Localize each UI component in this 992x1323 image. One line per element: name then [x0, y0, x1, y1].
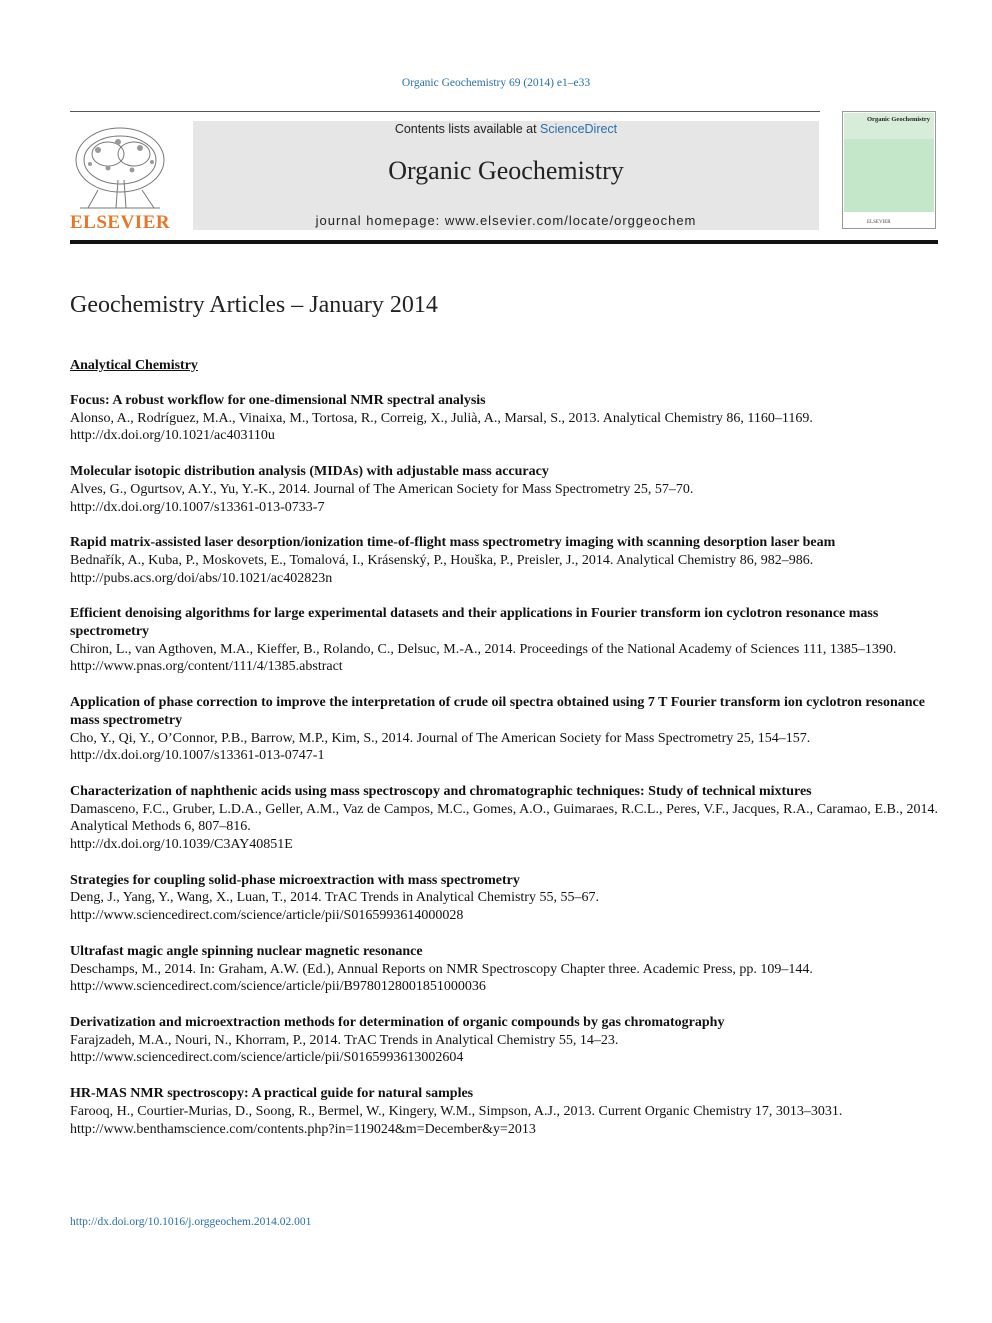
reference-url[interactable]: http://www.pnas.org/content/111/4/1385.abstract	[70, 659, 343, 675]
reference-entry	[70, 392, 938, 445]
reference-list	[70, 392, 938, 1156]
journal-title: Organic Geochemistry	[388, 156, 624, 185]
reference-entry	[70, 783, 938, 854]
journal-homepage[interactable]: journal homepage: www.elsevier.com/locate/orggeochem	[315, 213, 697, 228]
reference-entry	[70, 1014, 938, 1067]
header-rule	[70, 111, 820, 112]
reference-citation: Farooq, H., Courtier-Murias, D., Soong, R., Bermel, W., Kingery, W.M., Simpson, A.J., 2013. Current Organic Chemistry 17, 3013–3031.	[70, 1103, 843, 1119]
reference-url[interactable]: http://dx.doi.org/10.1021/ac403110u	[70, 428, 275, 444]
reference-url[interactable]: http://www.sciencedirect.com/science/article/pii/B9780128001851000036	[70, 979, 486, 995]
reference-entry	[70, 463, 938, 516]
reference-title: Characterization of naphthenic acids using mass spectroscopy and chromatographic techniques: Study of technical mixtures	[70, 783, 812, 799]
reference-citation: Alves, G., Ogurtsov, A.Y., Yu, Y.-K., 2014. Journal of The American Society for Mass Spectrometry 25, 57–70.	[70, 481, 694, 497]
reference-title: Focus: A robust workflow for one-dimensional NMR spectral analysis	[70, 393, 486, 408]
reference-citation: Cho, Y., Qi, Y., O’Connor, P.B., Barrow, M.P., Kim, S., 2014. Journal of The American Society for Mass Spectrometry 25, 154–157.	[70, 730, 811, 746]
reference-citation: Bednařík, A., Kuba, P., Moskovets, E., Tomalová, I., Krásenský, P., Houška, P., Preisler, J., 2014. Analytical Chemistry 86, 982–986.	[70, 552, 814, 568]
reference-url[interactable]: http://pubs.acs.org/doi/abs/10.1021/ac402823n	[70, 570, 333, 586]
reference-title: Derivatization and microextraction methods for determination of organic compounds by gas chromatography	[70, 1014, 725, 1030]
running-head[interactable]: Organic Geochemistry 69 (2014) e1–e33	[401, 77, 591, 89]
reference-entry	[70, 694, 938, 765]
sciencedirect-link[interactable]: ScienceDirect	[540, 122, 618, 136]
reference-title: Application of phase correction to improve the interpretation of crude oil spectra obtained using 7 T Fourier transform ion cyclotron resonance mass spectrometry	[70, 695, 925, 728]
reference-url[interactable]: http://www.sciencedirect.com/science/article/pii/S0165993614000028	[70, 908, 464, 924]
section-heading: Analytical Chemistry	[70, 358, 198, 373]
article-title: Geochemistry Articles – January 2014	[70, 292, 438, 318]
reference-citation: Farajzadeh, M.A., Nouri, N., Khorram, P., 2014. TrAC Trends in Analytical Chemistry 55, 14–23.	[70, 1032, 619, 1048]
cover-journal-name: Organic Geochemistry	[867, 116, 930, 123]
header-divider	[70, 240, 938, 244]
cover-publisher: ELSEVIER	[867, 220, 891, 225]
reference-url[interactable]: http://dx.doi.org/10.1007/s13361-013-0747-1	[70, 748, 325, 764]
reference-title: Strategies for coupling solid-phase microextraction with mass spectrometry	[70, 872, 520, 888]
reference-url[interactable]: http://dx.doi.org/10.1039/C3AY40851E	[70, 837, 293, 853]
reference-title: Efficient denoising algorithms for large experimental datasets and their applications in Fourier transform ion cyclotron resonance mass spectrometry	[70, 606, 879, 640]
reference-citation: Deng, J., Yang, Y., Wang, X., Luan, T., 2014. TrAC Trends in Analytical Chemistry 55, 55–67.	[70, 890, 599, 906]
reference-title: Molecular isotopic distribution analysis (MIDAs) with adjustable mass accuracy	[70, 464, 549, 480]
journal-cover-thumbnail	[842, 111, 936, 229]
cover-body	[844, 139, 934, 212]
elsevier-wordmark: ELSEVIER	[70, 212, 171, 233]
reference-title: HR-MAS NMR spectroscopy: A practical guide for natural samples	[70, 1086, 474, 1102]
reference-entry	[70, 943, 938, 996]
reference-url[interactable]: http://dx.doi.org/10.1007/s13361-013-0733-7	[70, 499, 325, 515]
reference-url[interactable]: http://www.benthamscience.com/contents.php?in=119024&m=December&y=2013	[70, 1121, 536, 1137]
reference-entry	[70, 872, 938, 925]
footer-doi-link[interactable]: http://dx.doi.org/10.1016/j.orggeochem.2014.02.001	[70, 1216, 312, 1228]
reference-citation: Deschamps, M., 2014. In: Graham, A.W. (Ed.), Annual Reports on NMR Spectroscopy Chapter three. Academic Press, pp. 109–144.	[70, 961, 813, 977]
reference-title: Ultrafast magic angle spinning nuclear magnetic resonance	[70, 943, 423, 959]
reference-citation: Alonso, A., Rodríguez, M.A., Vinaixa, M., Tortosa, R., Correig, X., Julià, A., Marsal, S., 2013. Analytical Chemistry 86, 1160–1169.	[70, 410, 813, 426]
reference-title: Rapid matrix-assisted laser desorption/ionization time-of-flight mass spectrometry imaging with scanning desorption laser beam	[70, 535, 836, 551]
reference-citation: Damasceno, F.C., Gruber, L.D.A., Geller, A.M., Vaz de Campos, M.C., Gomes, A.O., Guimaraes, R.C.L., Peres, V.F., Jacques, R.A., Caramao, E.B., 2014. Analytical Methods 6, 807–816.	[70, 801, 938, 835]
reference-url[interactable]: http://www.sciencedirect.com/science/article/pii/S0165993613002604	[70, 1050, 464, 1066]
contents-line	[193, 122, 819, 136]
contents-prefix: Contents lists available at	[394, 122, 541, 136]
reference-entry	[70, 605, 938, 676]
reference-entry	[70, 1085, 938, 1138]
reference-citation: Chiron, L., van Agthoven, M.A., Kieffer, B., Rolando, C., Delsuc, M.-A., 2014. Proceedings of the National Academy of Sciences 111, 1385–1390.	[70, 641, 897, 657]
reference-entry	[70, 534, 938, 587]
